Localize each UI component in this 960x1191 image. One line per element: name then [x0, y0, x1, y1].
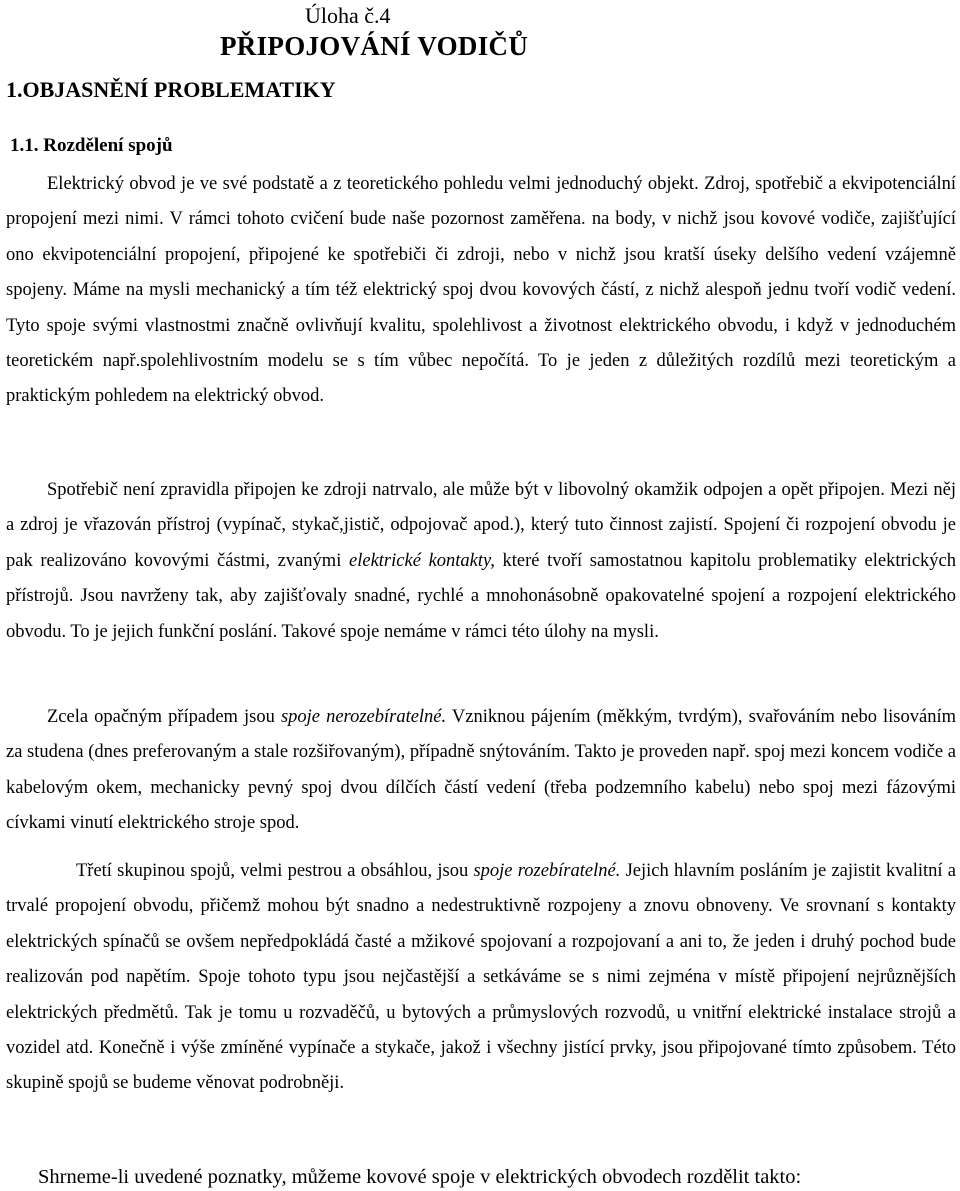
- paragraph-detachable-joints: [6, 854, 956, 1102]
- closing-sentence: Shrneme-li uvedené poznatky, můžeme kovové spoje v elektrických obvodech rozdělit takto:: [38, 1166, 802, 1188]
- paragraph-permanent-joints: [6, 700, 956, 842]
- paragraph-text: Třetí skupinou spojů, velmi pestrou a obsáhlou, jsou: [76, 861, 474, 881]
- task-number: Úloha č.4: [305, 3, 391, 28]
- emphasis-term: elektrické kontakty,: [349, 550, 495, 571]
- emphasis-term: spoje rozebíratelné.: [473, 861, 621, 881]
- paragraph-text: které tvoří samostatnou kapitolu problematiky elektrických přístrojů. Jsou navrženy tak, aby zajišťovaly snadné, rychlé a mnohonásobně opakovatelné spojení a rozpojení elektrického obvodu. To je jejich funkční poslání. Takové spoje nemáme v rámci této úlohy na mysli.: [6, 550, 956, 642]
- subsection-heading: 1.1. Rozdělení spojů: [10, 135, 173, 156]
- emphasis-term: spoje nerozebíratelné.: [280, 707, 447, 727]
- document-title: PŘIPOJOVÁNÍ VODIČŮ: [220, 31, 529, 61]
- section-heading: 1.OBJASNĚNÍ PROBLEMATIKY: [6, 77, 336, 102]
- paragraph-text: Zcela opačným případem jsou: [47, 707, 281, 727]
- paragraph-text: Vzniknou pájením (měkkým, tvrdým), svařováním nebo lisováním za studena (dnes preferovaným a stale rozšiřovaným), případně snýtováním. Takto je proveden např. spoj mezi koncem vodiče a kabelovým okem, mechanicky pevný spoj dvou dílčích částí vedení (třeba podzemního kabelu) nebo spoj mezi fázovými cívkami vinutí elektrického stroje spod.: [6, 707, 957, 834]
- paragraph-text: Spotřebič není zpravidla připojen ke zdroji natrvalo, ale může být v libovolný okamžik odpojen a opět připojen. Mezi něj a zdroj je vřazován přístroj (vypínač, stykač,jistič, odpojovač apod.), který tuto činnost zajistí. Spojení či rozpojení obvodu je pak realizováno kovovými částmi, zvanými: [6, 480, 956, 571]
- paragraph-contacts: [6, 473, 956, 650]
- paragraph-text: Jejich hlavním posláním je zajistit kvalitní a trvalé propojení obvodu, přičemž mohou být snadno a nedestruktivně rozpojeny a znovu obnoveny. Ve srovnaní s kontakty elektrických spínačů se ovšem nepředpokládá časté a mžikové spojovaní a rozpojovaní a ani to, že jeden i druhý pochod bude realizován pod napětím. Spoje tohoto typu jsou nejčastější a setkáváme se s nimi zejména v místě připojení nejrůznějších elektrických předmětů. Tak je tomu u rozvaděčů, u bytových a průmyslových rozvodů, u vnitřní elektrické instalace strojů a vozidel atd. Konečně i výše zmíněné vypínače a stykače, jakož i všechny jistící prvky, jsou připojované tímto způsobem. Této skupině spojů se budeme věnovat podrobněji.: [6, 861, 956, 1094]
- paragraph-intro: Elektrický obvod je ve své podstatě a z teoretického pohledu velmi jednoduchý objekt. Zdroj, spotřebič a ekvipotenciální propojení mezi nimi. V rámci tohoto cvičení bude naše pozornost zaměřena. na body, v nichž jsou kovové vodiče, zajišťující ono ekvipotenciální propojení, připojené ke spotřebiči či zdroji, nebo v nichž jsou kratší úseky delšího vedení vzájemně spojeny. Máme na mysli mechanický a tím též elektrický spoj dvou kovových částí, z nichž alespoň jednu tvoří vodič vedení. Tyto spoje svými vlastnostmi značně ovlivňují kvalitu, spolehlivost a životnost elektrického obvodu, i když v jednoduchém teoretickém např.spolehlivostním modelu se s tím vůbec nepočítá. To je jeden z důležitých rozdílů mezi teoretickým a praktickým pohledem na elektrický obvod.: [6, 174, 956, 407]
